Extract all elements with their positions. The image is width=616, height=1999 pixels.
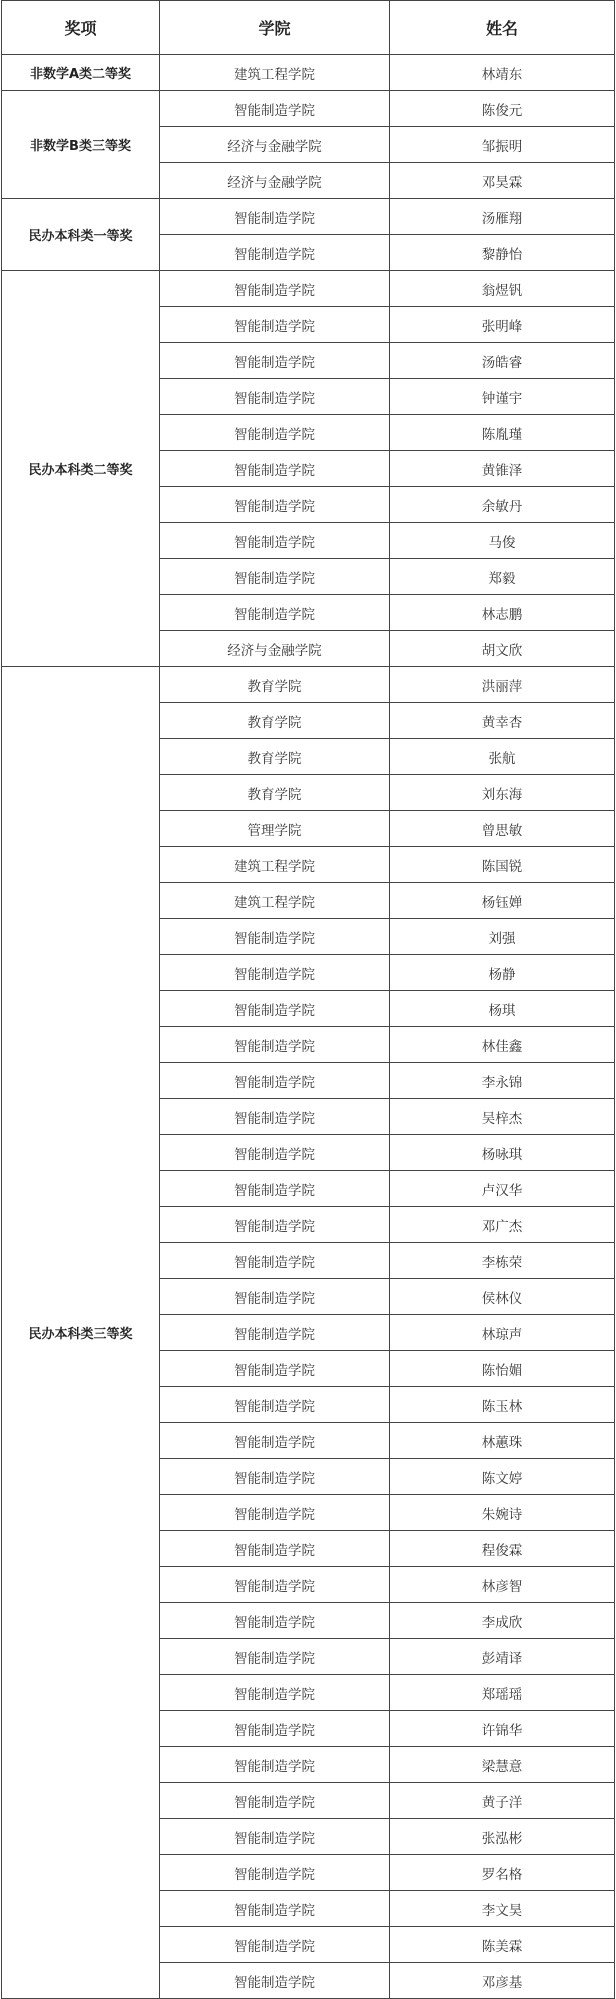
college-cell: 智能制造学院	[160, 1027, 390, 1063]
name-cell: 罗名格	[390, 1855, 615, 1891]
name-cell: 汤皓睿	[390, 343, 615, 379]
college-cell: 智能制造学院	[160, 559, 390, 595]
college-cell: 智能制造学院	[160, 1531, 390, 1567]
name-cell: 李成欣	[390, 1603, 615, 1639]
name-cell: 钟谨宇	[390, 379, 615, 415]
college-cell: 智能制造学院	[160, 1747, 390, 1783]
name-cell: 陈胤瑾	[390, 415, 615, 451]
college-cell: 智能制造学院	[160, 307, 390, 343]
college-cell: 智能制造学院	[160, 1639, 390, 1675]
college-cell: 智能制造学院	[160, 1171, 390, 1207]
name-cell: 陈玉林	[390, 1387, 615, 1423]
college-cell: 智能制造学院	[160, 1315, 390, 1351]
name-cell: 邓彦基	[390, 1963, 615, 1999]
name-cell: 翁煜钒	[390, 271, 615, 307]
name-cell: 张泓彬	[390, 1819, 615, 1855]
college-cell: 智能制造学院	[160, 379, 390, 415]
college-cell: 智能制造学院	[160, 415, 390, 451]
college-cell: 教育学院	[160, 739, 390, 775]
name-cell: 朱婉诗	[390, 1495, 615, 1531]
college-cell: 智能制造学院	[160, 1855, 390, 1891]
header-college: 学院	[160, 1, 390, 55]
name-cell: 李文昊	[390, 1891, 615, 1927]
college-cell: 智能制造学院	[160, 1963, 390, 1999]
name-cell: 程俊霖	[390, 1531, 615, 1567]
college-cell: 智能制造学院	[160, 235, 390, 271]
award-cell: 民办本科类一等奖	[2, 199, 160, 271]
name-cell: 郑瑶瑶	[390, 1675, 615, 1711]
college-cell: 智能制造学院	[160, 343, 390, 379]
college-cell: 智能制造学院	[160, 1819, 390, 1855]
name-cell: 卢汉华	[390, 1171, 615, 1207]
award-cell: 非数学B类三等奖	[2, 91, 160, 199]
college-cell: 教育学院	[160, 775, 390, 811]
college-cell: 经济与金融学院	[160, 127, 390, 163]
name-cell: 侯林仪	[390, 1279, 615, 1315]
college-cell: 经济与金融学院	[160, 631, 390, 667]
table-row	[2, 667, 615, 703]
college-cell: 教育学院	[160, 667, 390, 703]
college-cell: 智能制造学院	[160, 1711, 390, 1747]
name-cell: 陈国锐	[390, 847, 615, 883]
award-cell: 民办本科类三等奖	[2, 667, 160, 1999]
name-cell: 张明峰	[390, 307, 615, 343]
name-cell: 胡文欣	[390, 631, 615, 667]
name-cell: 林蕙珠	[390, 1423, 615, 1459]
name-cell: 梁慧意	[390, 1747, 615, 1783]
name-cell: 陈怡媚	[390, 1351, 615, 1387]
name-cell: 黄幸杏	[390, 703, 615, 739]
name-cell: 邓广杰	[390, 1207, 615, 1243]
college-cell: 建筑工程学院	[160, 847, 390, 883]
college-cell: 智能制造学院	[160, 523, 390, 559]
name-cell: 林佳鑫	[390, 1027, 615, 1063]
name-cell: 黄锥泽	[390, 451, 615, 487]
table-body	[2, 55, 615, 1999]
award-cell: 民办本科类二等奖	[2, 271, 160, 667]
table-row	[2, 271, 615, 307]
college-cell: 智能制造学院	[160, 1603, 390, 1639]
name-cell: 马俊	[390, 523, 615, 559]
name-cell: 陈美霖	[390, 1927, 615, 1963]
college-cell: 智能制造学院	[160, 1459, 390, 1495]
college-cell: 智能制造学院	[160, 1567, 390, 1603]
table-row	[2, 55, 615, 91]
college-cell: 智能制造学院	[160, 199, 390, 235]
name-cell: 杨静	[390, 955, 615, 991]
name-cell: 陈俊元	[390, 91, 615, 127]
college-cell: 智能制造学院	[160, 919, 390, 955]
college-cell: 智能制造学院	[160, 487, 390, 523]
name-cell: 曾思敏	[390, 811, 615, 847]
name-cell: 刘强	[390, 919, 615, 955]
name-cell: 洪丽萍	[390, 667, 615, 703]
college-cell: 智能制造学院	[160, 1783, 390, 1819]
header-name: 姓名	[390, 1, 615, 55]
name-cell: 李永锦	[390, 1063, 615, 1099]
college-cell: 智能制造学院	[160, 1927, 390, 1963]
name-cell: 李栋荣	[390, 1243, 615, 1279]
name-cell: 刘东海	[390, 775, 615, 811]
header-row	[2, 1, 615, 55]
name-cell: 黄子洋	[390, 1783, 615, 1819]
header-award: 奖项	[2, 1, 160, 55]
college-cell: 智能制造学院	[160, 955, 390, 991]
college-cell: 智能制造学院	[160, 991, 390, 1027]
name-cell: 彭靖译	[390, 1639, 615, 1675]
name-cell: 余敏丹	[390, 487, 615, 523]
college-cell: 智能制造学院	[160, 271, 390, 307]
table-row	[2, 91, 615, 127]
name-cell: 邓昊霖	[390, 163, 615, 199]
name-cell: 林靖东	[390, 55, 615, 91]
name-cell: 黎静怡	[390, 235, 615, 271]
name-cell: 林志鹏	[390, 595, 615, 631]
award-cell: 非数学A类二等奖	[2, 55, 160, 91]
name-cell: 杨咏琪	[390, 1135, 615, 1171]
table-row	[2, 199, 615, 235]
name-cell: 陈文婷	[390, 1459, 615, 1495]
award-list-table	[1, 0, 615, 1999]
college-cell: 智能制造学院	[160, 1675, 390, 1711]
college-cell: 智能制造学院	[160, 1279, 390, 1315]
college-cell: 智能制造学院	[160, 1063, 390, 1099]
name-cell: 邹振明	[390, 127, 615, 163]
college-cell: 智能制造学院	[160, 1891, 390, 1927]
college-cell: 经济与金融学院	[160, 163, 390, 199]
college-cell: 智能制造学院	[160, 1423, 390, 1459]
college-cell: 智能制造学院	[160, 1351, 390, 1387]
college-cell: 智能制造学院	[160, 595, 390, 631]
college-cell: 智能制造学院	[160, 1495, 390, 1531]
college-cell: 智能制造学院	[160, 91, 390, 127]
college-cell: 智能制造学院	[160, 1135, 390, 1171]
name-cell: 吴梓杰	[390, 1099, 615, 1135]
name-cell: 许锦华	[390, 1711, 615, 1747]
name-cell: 杨钰婵	[390, 883, 615, 919]
college-cell: 建筑工程学院	[160, 55, 390, 91]
college-cell: 智能制造学院	[160, 1387, 390, 1423]
name-cell: 杨琪	[390, 991, 615, 1027]
college-cell: 建筑工程学院	[160, 883, 390, 919]
college-cell: 管理学院	[160, 811, 390, 847]
college-cell: 智能制造学院	[160, 1207, 390, 1243]
name-cell: 汤雁翔	[390, 199, 615, 235]
name-cell: 林彦智	[390, 1567, 615, 1603]
name-cell: 郑毅	[390, 559, 615, 595]
college-cell: 教育学院	[160, 703, 390, 739]
table-header	[2, 1, 615, 55]
name-cell: 张航	[390, 739, 615, 775]
college-cell: 智能制造学院	[160, 1099, 390, 1135]
name-cell: 林琼声	[390, 1315, 615, 1351]
college-cell: 智能制造学院	[160, 1243, 390, 1279]
college-cell: 智能制造学院	[160, 451, 390, 487]
